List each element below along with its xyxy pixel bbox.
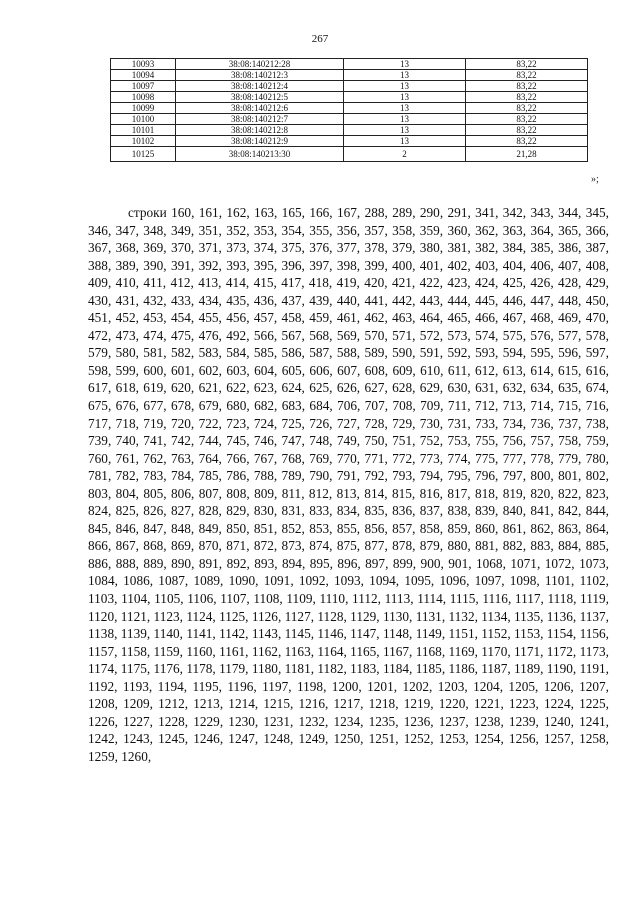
table-cell: 83,22: [466, 92, 588, 103]
table-cell: 83,22: [466, 59, 588, 70]
table-cell: 10101: [111, 125, 176, 136]
table-cell: 38:08:140212:7: [176, 114, 344, 125]
table-cell: 38:08:140212:8: [176, 125, 344, 136]
table-cell: 10093: [111, 59, 176, 70]
table-cell: 13: [344, 136, 466, 147]
table-cell: 38:08:140212:3: [176, 70, 344, 81]
page-number: 267: [311, 33, 329, 45]
closing-quote-mark: »;: [591, 174, 599, 185]
table-row: [111, 92, 588, 103]
table-cell: 13: [344, 70, 466, 81]
table-cell: 13: [344, 103, 466, 114]
table-cell: 10094: [111, 70, 176, 81]
table-cell: 38:08:140212:4: [176, 81, 344, 92]
table-row: [111, 147, 588, 162]
table-cell: 38:08:140212:28: [176, 59, 344, 70]
table-cell: 13: [344, 81, 466, 92]
table-cell: 38:08:140212:6: [176, 103, 344, 114]
table-row: [111, 103, 588, 114]
table-cell: 10097: [111, 81, 176, 92]
table-cell: 13: [344, 59, 466, 70]
table-cell: 38:08:140212:5: [176, 92, 344, 103]
table-cell: 13: [344, 92, 466, 103]
data-table: [110, 58, 588, 162]
table-cell: 83,22: [466, 103, 588, 114]
row-list-paragraph: строки 160, 161, 162, 163, 165, 166, 167, 288, 289, 290, 291, 341, 342, 343, 344, 345, 346, 347, 348, 349, 351, 352, 353, 354, 355, 356, 357, 358, 359, 360, 362, 363, 364, 365, 366, 367, 368, 369, 370, 371, 373, 374, 375, 376, 377, 378, 379, 380, 381, 382, 384, 385, 386, 387, 388, 389, 390, 391, 392, 393, 395, 396, 397, 398, 399, 400, 401, 402, 403, 404, 406, 407, 408, 409, 410, 411, 412, 413, 414, 415, 417, 418, 419, 420, 421, 422, 423, 424, 425, 426, 428, 429, 430, 431, 432, 433, 434, 435, 436, 437, 439, 440, 441, 442, 443, 444, 445, 446, 447, 448, 450, 451, 452, 453, 454, 455, 456, 457, 458, 459, 461, 462, 463, 464, 465, 466, 467, 468, 469, 470, 472, 473, 474, 475, 476, 492, 566, 567, 568, 569, 570, 571, 572, 573, 574, 575, 576, 577, 578, 579, 580, 581, 582, 583, 584, 585, 586, 587, 588, 589, 590, 591, 592, 593, 594, 595, 596, 597, 598, 599, 600, 601, 602, 603, 604, 605, 606, 607, 608, 609, 610, 611, 612, 613, 614, 615, 616, 617, 618, 619, 620, 621, 622, 623, 624, 625, 626, 627, 628, 629, 630, 631, 632, 634, 635, 674, 675, 676, 677, 678, 679, 680, 682, 683, 684, 706, 707, 708, 709, 711, 712, 713, 714, 715, 716, 717, 718, 719, 720, 722, 723, 724, 725, 726, 727, 728, 729, 730, 731, 733, 734, 736, 737, 738, 739, 740, 741, 742, 744, 745, 746, 747, 748, 749, 750, 751, 752, 753, 755, 756, 757, 758, 759, 760, 761, 762, 763, 764, 766, 767, 768, 769, 770, 771, 772, 773, 774, 775, 777, 778, 779, 780, 781, 782, 783, 784, 785, 786, 788, 789, 790, 791, 792, 793, 794, 795, 796, 797, 800, 801, 802, 803, 804, 805, 806, 807, 808, 809, 811, 812, 813, 814, 815, 816, 817, 818, 819, 820, 822, 823, 824, 825, 826, 827, 828, 829, 830, 831, 833, 834, 835, 836, 837, 838, 839, 840, 841, 842, 844, 845, 846, 847, 848, 849, 850, 851, 852, 853, 855, 856, 857, 858, 859, 860, 861, 862, 863, 864, 866, 867, 868, 869, 870, 871, 872, 873, 874, 875, 877, 878, 879, 880, 881, 882, 883, 884, 885, 886, 888, 889, 890, 891, 892, 893, 894, 895, 896, 897, 899, 900, 901, 1068, 1071, 1072, 1073, 1084, 1086, 1087, 1089, 1090, 1091, 1092, 1093, 1094, 1095, 1096, 1097, 1098, 1101, 1102, 1103, 1104, 1105, 1106, 1107, 1108, 1109, 1110, 1112, 1113, 1114, 1115, 1116, 1117, 1118, 1119, 1120, 1121, 1123, 1124, 1125, 1126, 1127, 1128, 1129, 1130, 1131, 1132, 1134, 1135, 1136, 1137, 1138, 1139, 1140, 1141, 1142, 1143, 1145, 1146, 1147, 1148, 1149, 1151, 1152, 1153, 1154, 1156, 1157, 1158, 1159, 1160, 1161, 1162, 1163, 1164, 1165, 1167, 1168, 1169, 1170, 1171, 1172, 1173, 1174, 1175, 1176, 1178, 1179, 1180, 1181, 1182, 1183, 1184, 1185, 1186, 1187, 1189, 1190, 1191, 1192, 1193, 1194, 1195, 1196, 1197, 1198, 1200, 1201, 1202, 1203, 1204, 1205, 1206, 1207, 1208, 1209, 1212, 1213, 1214, 1215, 1216, 1217, 1218, 1219, 1220, 1221, 1223, 1224, 1225, 1226, 1227, 1228, 1229, 1230, 1231, 1232, 1234, 1235, 1236, 1237, 1238, 1239, 1240, 1241, 1242, 1243, 1245, 1246, 1247, 1248, 1249, 1250, 1251, 1252, 1253, 1254, 1256, 1257, 1258, 1259, 1260,: [88, 205, 609, 764]
table-row: [111, 125, 588, 136]
table-cell: 2: [344, 147, 466, 162]
table-row: [111, 70, 588, 81]
table-row: [111, 59, 588, 70]
table-cell: 83,22: [466, 136, 588, 147]
table-cell: 10100: [111, 114, 176, 125]
table-cell: 13: [344, 125, 466, 136]
table-cell: 38:08:140212:9: [176, 136, 344, 147]
table-cell: 83,22: [466, 125, 588, 136]
table-cell: 83,22: [466, 114, 588, 125]
table-cell: 10099: [111, 103, 176, 114]
table-cell: 10125: [111, 147, 176, 162]
table-cell: 21,28: [466, 147, 588, 162]
table-cell: 10102: [111, 136, 176, 147]
table-cell: 83,22: [466, 81, 588, 92]
table-cell: 13: [344, 114, 466, 125]
table-row: [111, 81, 588, 92]
table-row: [111, 114, 588, 125]
table-cell: 83,22: [466, 70, 588, 81]
table-row: [111, 136, 588, 147]
table-cell: 10098: [111, 92, 176, 103]
table-cell: 38:08:140213:30: [176, 147, 344, 162]
